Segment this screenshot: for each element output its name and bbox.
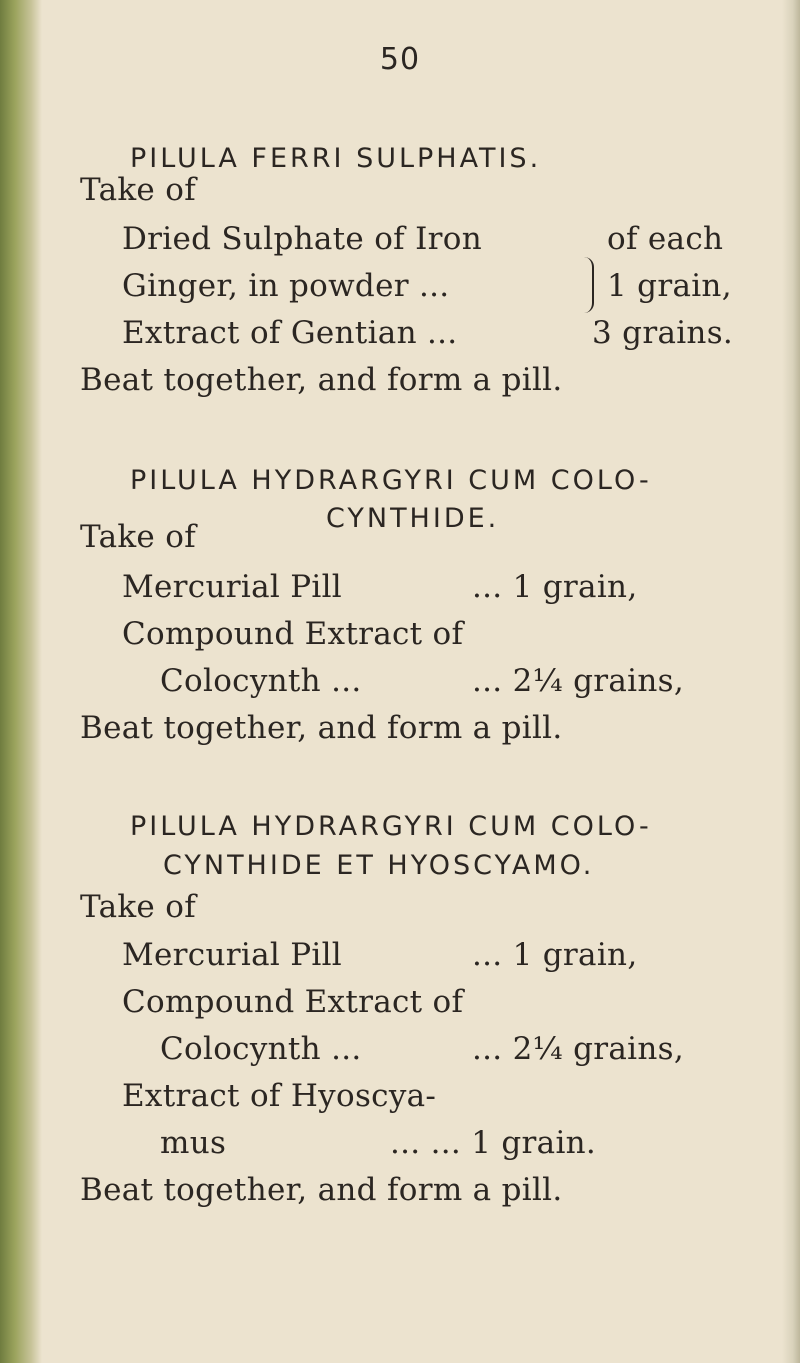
ingredient-name: Extract of Hyoscya-: [122, 1078, 437, 1114]
recipe-heading: PILULA FERRI SULPHATIS.: [130, 143, 542, 174]
recipe-intro: Take of: [80, 889, 196, 925]
ingredient-quantity: 3 grains.: [592, 315, 734, 351]
shared-quantity-label: of each: [607, 221, 724, 257]
ingredient-name: Mercurial Pill: [122, 569, 343, 605]
ingredient-quantity: ... 2¼ grains,: [472, 663, 685, 699]
recipe-heading-line: PILULA HYDRARGYRI CUM COLO-: [130, 811, 652, 842]
ingredient-name: Colocynth ...: [160, 663, 362, 699]
ingredient-quantity: ... ... 1 grain.: [390, 1125, 597, 1161]
ingredient-name: Mercurial Pill: [122, 937, 343, 973]
ingredient-name: mus: [160, 1125, 227, 1161]
recipe-closing: Beat together, and form a pill.: [80, 1172, 563, 1208]
ingredient-name: Compound Extract of: [122, 984, 464, 1020]
shared-quantity-value: 1 grain,: [607, 268, 732, 304]
page-number: 50: [379, 42, 421, 77]
ingredient-line: Extract of Gentian ...: [122, 315, 458, 351]
recipe-heading-line: CYNTHIDE ET HYOSCYAMO.: [163, 850, 595, 881]
grouping-brace: [582, 257, 594, 313]
ingredient-quantity: ... 2¼ grains,: [472, 1031, 685, 1067]
ingredient-quantity: ... 1 grain,: [472, 937, 638, 973]
recipe-closing: Beat together, and form a pill.: [80, 362, 563, 398]
recipe-intro: Take of: [80, 172, 196, 208]
ingredient-name: Compound Extract of: [122, 616, 464, 652]
recipe-closing: Beat together, and form a pill.: [80, 710, 563, 746]
page-binding-edge: [0, 0, 42, 1363]
recipe-heading-line: PILULA HYDRARGYRI CUM COLO-: [130, 465, 652, 496]
ingredient-quantity: ... 1 grain,: [472, 569, 638, 605]
ingredient-line: Ginger, in powder ...: [122, 268, 450, 304]
ingredient-name: Colocynth ...: [160, 1031, 362, 1067]
ingredient-line: Dried Sulphate of Iron: [122, 221, 482, 257]
recipe-heading-line: CYNTHIDE.: [326, 503, 500, 534]
page-right-edge: [782, 0, 800, 1363]
recipe-intro: Take of: [80, 519, 196, 555]
